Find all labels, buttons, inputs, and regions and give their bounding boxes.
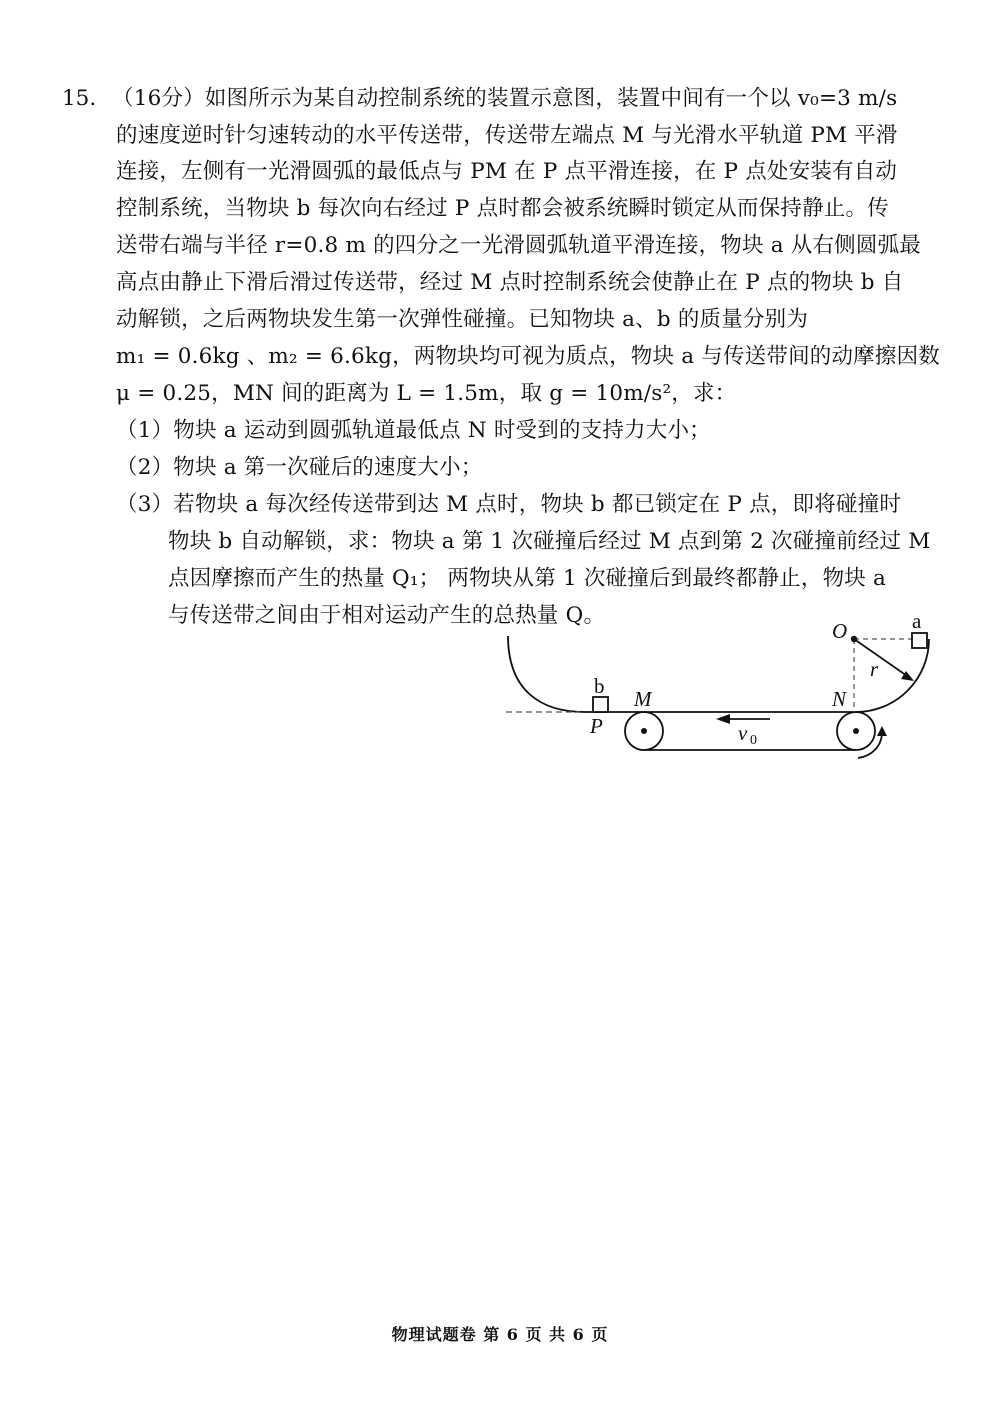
left-arc-track — [508, 636, 585, 712]
block-a — [912, 633, 927, 648]
sub-question-2: （2）物块 a 第一次碰后的速度大小； — [116, 455, 483, 480]
sub-question-3-line: 点因摩擦而产生的热量 Q₁； 两物块从第 1 次碰撞后到最终都静止，物块 a — [168, 566, 887, 591]
label-r: r — [870, 657, 879, 681]
stem-line: （16分）如图所示为某自动控制系统的装置示意图，装置中间有一个以 v₀=3 m/s — [112, 86, 898, 111]
label-v0-sub: 0 — [750, 733, 757, 748]
question-number: 15. — [62, 86, 97, 111]
page-footer: 物理试题卷 第 6 页 共 6 页 — [391, 1325, 609, 1344]
sub-question-3-line: 与传送带之间由于相对运动产生的总热量 Q。 — [168, 603, 606, 628]
stem-line: μ = 0.25，MN 间的距离为 L = 1.5m，取 g = 10m/s²，求： — [116, 381, 737, 406]
o-point — [851, 636, 857, 642]
label-p: P — [590, 714, 603, 738]
stem-line: 的速度逆时针匀速转动的水平传送带，传送带左端点 M 与光滑水平轨道 PM 平滑 — [116, 123, 898, 148]
label-a: a — [912, 609, 922, 633]
stem-line: 高点由静止下滑后滑过传送带，经过 M 点时控制系统会使静止在 P 点的物块 b 自 — [116, 270, 904, 295]
velocity-arrowhead — [716, 714, 730, 724]
stem-line: 连接，左侧有一光滑圆弧的最低点与 PM 在 P 点平滑连接，在 P 点处安装有自动 — [116, 159, 898, 184]
stem-line: 动解锁，之后两物块发生第一次弹性碰撞。已知物块 a、b 的质量分别为 — [116, 307, 809, 332]
label-m: M — [634, 687, 652, 711]
block-b — [593, 697, 608, 712]
pulley-n-center — [853, 728, 859, 734]
stem-line: 送带右端与半径 r=0.8 m 的四分之一光滑圆弧轨道平滑连接，物块 a 从右侧圆弧最 — [116, 233, 921, 258]
label-o: O — [832, 619, 848, 643]
radius-arrow — [854, 639, 910, 678]
right-arc-track — [856, 639, 929, 712]
rotation-arrowhead — [877, 726, 887, 736]
stem-line: 控制系统，当物块 b 每次向右经过 P 点时都会被系统瞬时锁定从而保持静止。传 — [116, 196, 889, 221]
stem-line: m₁ = 0.6kg 、m₂ = 6.6kg，两物块均可视为质点，物块 a 与传送带间的动摩擦因数 — [116, 344, 940, 369]
label-b: b — [594, 674, 605, 698]
label-v0: v — [738, 721, 748, 745]
pulley-m-center — [641, 728, 647, 734]
label-n: N — [832, 687, 847, 711]
sub-question-3-line: 物块 b 自动解锁，求：物块 a 第 1 次碰撞后经过 M 点到第 2 次碰撞前经过 M — [168, 529, 931, 554]
sub-question-1: （1）物块 a 运动到圆弧轨道最低点 N 时受到的支持力大小； — [116, 418, 711, 443]
sub-question-3: （3）若物块 a 每次经传送带到达 M 点时，物块 b 都已锁定在 P 点，即将碰撞时 — [116, 492, 902, 517]
